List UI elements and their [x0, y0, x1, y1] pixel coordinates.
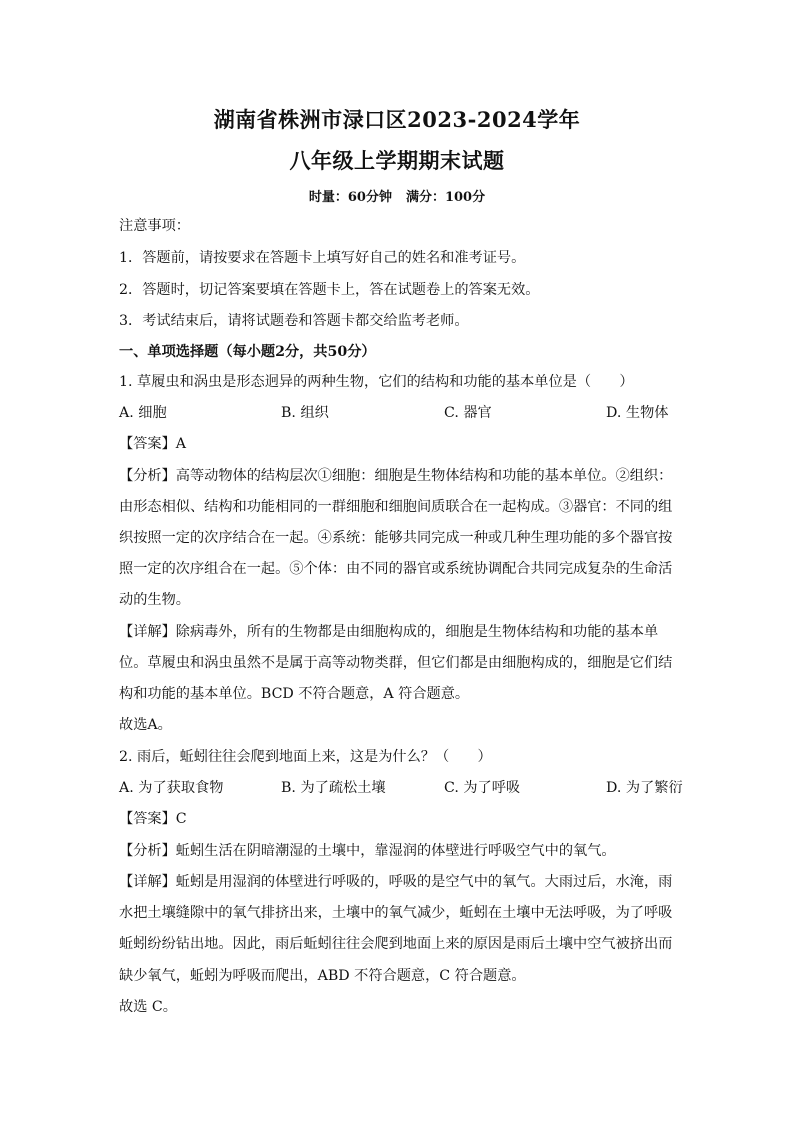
q1-analysis-line: 动的生物。: [119, 592, 190, 608]
notice-item: 3．考试结束后，请将试题卷和答题卡都交给监考老师。: [119, 313, 469, 329]
q1-analysis-line: 由形态相似、结构和功能相同的一群细胞和细胞间质联合在一起构成。③器官：不同的组: [119, 499, 673, 515]
q1-answer: 【答案】A: [119, 436, 186, 452]
q2-detail-line: 【详解】蚯蚓是用湿润的体壁进行呼吸的，呼吸的是空气中的氧气。大雨过后，水淹，雨: [119, 874, 673, 890]
q1-analysis-line: 织按照一定的次序结合在一起。④系统：能够共同完成一种或几种生理功能的多个器官按: [119, 530, 673, 546]
q1-option-c: C. 器官: [444, 405, 492, 421]
notice-item: 1．答题前，请按要求在答题卡上填写好自己的姓名和准考证号。: [119, 250, 526, 266]
q1-conclusion: 故选A。: [119, 717, 172, 733]
exam-title-line2: 八年级上学期期末试题: [289, 148, 505, 173]
q1-detail-line: 构和功能的基本单位。BCD 不符合题意，A 符合题意。: [119, 686, 470, 702]
q2-conclusion: 故选 C。: [119, 999, 177, 1015]
q1-analysis-line: 照一定的次序组合在一起。⑤个体：由不同的器官或系统协调配合共同完成复杂的生命活: [119, 561, 673, 577]
time-limit: 时量：60分钟: [308, 190, 392, 205]
q1-options: [119, 403, 679, 423]
q2-detail-line: 缺少氧气，蚯蚓为呼吸而爬出，ABD 不符合题意，C 符合题意。: [119, 968, 526, 984]
notice-item: 2．答题时，切记答案要填在答题卡上，答在试题卷上的答案无效。: [119, 282, 540, 298]
q1-option-b: B. 组织: [281, 405, 329, 421]
q2-options: [119, 778, 683, 798]
q2-stem: 2. 雨后，蚯蚓往往会爬到地面上来，这是为什么？（ ）: [119, 749, 492, 765]
q1-option-d: D. 生物体: [606, 405, 669, 421]
q1-analysis-line: 【分析】高等动物体的结构层次①细胞：细胞是生物体结构和功能的基本单位。②组织：: [119, 468, 673, 484]
q1-detail-line: 【详解】除病毒外，所有的生物都是由细胞构成的，细胞是生物体结构和功能的基本单: [119, 624, 659, 640]
q2-detail-line: 蚯蚓纷纷钻出地。因此，雨后蚯蚓往往会爬到地面上来的原因是雨后土壤中空气被挤出而: [119, 936, 673, 952]
q1-option-a: A. 细胞: [119, 405, 167, 421]
q2-option-b: B. 为了疏松土壤: [281, 780, 386, 796]
q2-option-d: D. 为了繁衍: [606, 780, 683, 796]
exam-title-line1: 湖南省株洲市渌口区2023-2024学年: [213, 107, 581, 132]
q2-analysis-line: 【分析】蚯蚓生活在阴暗潮湿的土壤中，靠湿润的体壁进行呼吸空气中的氧气。: [119, 843, 616, 859]
notice-heading: 注意事项：: [119, 218, 190, 234]
q1-detail-line: 位。草履虫和涡虫虽然不是属于高等动物类群，但它们都是由细胞构成的，细胞是它们结: [119, 655, 673, 671]
q2-option-a: A. 为了获取食物: [119, 780, 224, 796]
q2-detail-line: 水把土壤缝隙中的氧气排挤出来，土壤中的氧气减少，蚯蚓在土壤中无法呼吸，为了呼吸: [119, 905, 673, 921]
q1-stem: 1. 草履虫和涡虫是形态迥异的两种生物，它们的结构和功能的基本单位是（ ）: [119, 374, 634, 390]
full-score: 满分：100分: [405, 190, 486, 205]
q2-answer: 【答案】C: [119, 811, 187, 827]
section-heading: 一、单项选择题（每小题2分，共50分）: [119, 344, 376, 360]
q2-option-c: C. 为了呼吸: [444, 780, 521, 796]
exam-meta: [0, 186, 794, 205]
